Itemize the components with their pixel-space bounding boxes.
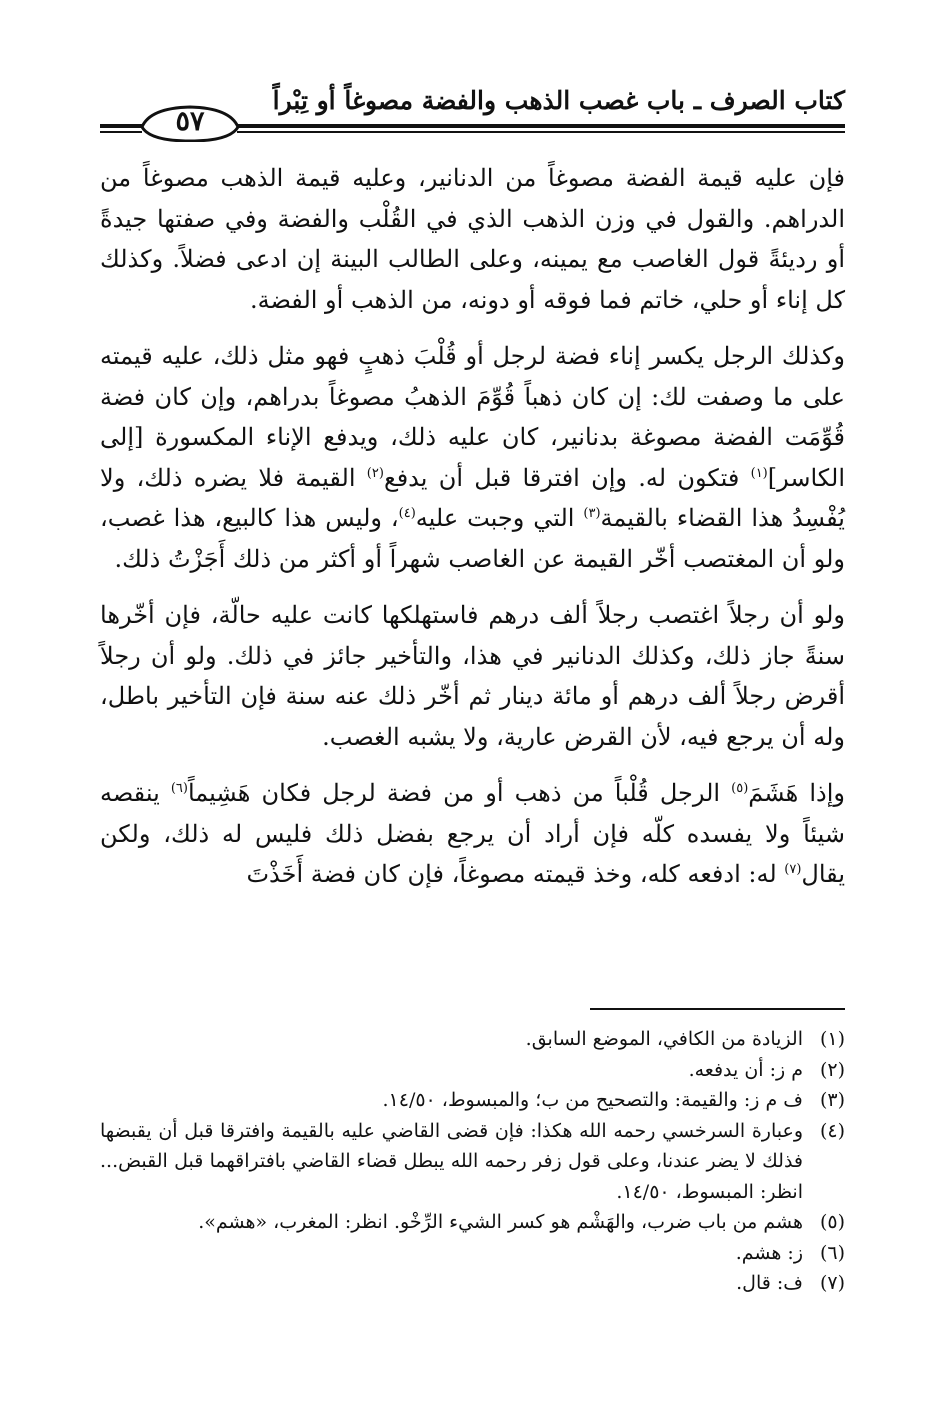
paragraph-4-part-c: ينقصه شيئاً ولا يفسده كلّه فإن أراد أن يرجع بفضل ذلك فليس له ذلك، ولكن يقال: [100, 779, 845, 888]
paragraph-4: [100, 773, 845, 895]
footnote-number: (٥): [819, 1211, 845, 1233]
footnote-ref-7[interactable]: (٧): [784, 862, 802, 877]
footnote-item: [100, 1024, 845, 1055]
page-number: ٥٧: [175, 106, 205, 137]
footnote-item: [100, 1116, 845, 1208]
footnote-text: م ز: أن يدفعه.: [688, 1058, 803, 1081]
footnote-item: [100, 1268, 845, 1299]
footnote-number: (٢): [819, 1058, 845, 1081]
paragraph-2-part-d: التي وجبت عليه: [415, 504, 584, 532]
footnote-ref-3[interactable]: (٣): [583, 506, 601, 521]
paragraph-2-part-c: القيمة فلا يضره ذلك، ولا يُفْسِدُ هذا القضاء بالقيمة: [100, 463, 845, 532]
footnote-ref-4[interactable]: (٤): [398, 506, 416, 521]
footnote-item: [100, 1055, 845, 1086]
paragraph-2-part-e: ، وليس هذا كالبيع، هذا غصب، ولو أن المغتصب أخّر القيمة عن الغاصب شهراً أو أكثر من ذلك أَجَزْتُ ذلك.: [100, 504, 845, 573]
paragraph-2-part-b: فتكون له. وإن افترقا قبل أن يدفع: [383, 463, 751, 492]
footnote-item: [100, 1238, 845, 1269]
footnote-number: (٣): [819, 1089, 845, 1111]
footnote-text: ز: هشم.: [735, 1241, 803, 1264]
footnote-text: ف: قال.: [736, 1272, 803, 1294]
header-rule-left-thick: [100, 124, 142, 128]
footnote-text: ف م ز: والقيمة: والتصحيح من ب؛ والمبسوط، ١٤/٥٠.: [382, 1089, 803, 1111]
page-header: [100, 82, 845, 142]
paragraph-2: [100, 336, 845, 579]
footnote-item: [100, 1085, 845, 1116]
running-title: كتاب الصرف ـ باب غصب الذهب والفضة مصوغاً أو تِبْراً: [272, 86, 845, 115]
footnote-separator: [590, 1008, 845, 1010]
paragraph-4-part-d: له: ادفعه كله، وخذ قيمته مصوغاً، فإن كان فضة أَخَذْتَ: [246, 860, 785, 888]
footnote-text: هشم من باب ضرب، والهَشْم هو كسر الشيء الرِّخْو. انظر: المغرب، «هشم».: [198, 1211, 803, 1233]
header-rule-thin: [237, 131, 845, 133]
footnote-ref-6[interactable]: (٦): [170, 781, 188, 796]
footnote-number: (٦): [819, 1241, 845, 1264]
paragraph-3: ولو أن رجلاً اغتصب رجلاً ألف درهم فاستهلكها كانت عليه حالّة، فإن أخّرها سنةً جاز ذلك، وكذلك الدنانير في هذا، والتأخير جائز في ذلك. ولو أن رجلاً أقرض رجلاً ألف درهم أو مائة دينار ثم أخّر ذلك عنه سنة فإن التأخير باطل، وله أن يرجع فيه، لأن القرض عارية، ولا يشبه الغصب.: [100, 601, 845, 751]
paragraph-2-part-a: وكذلك الرجل يكسر إناء فضة لرجل أو قُلْبَ ذهبٍ فهو مثل ذلك، عليه قيمته على ما وصفت لك: إن كان ذهباً قُوِّمَ الذهبُ مصوغاً بدراهم، وإن كان فضة قُوِّمَت الفضة مصوغة بدنانير، كان عليه ذلك، ويدفع الإناء المكسورة [إلى الكاسر]: [100, 342, 846, 492]
paragraph-1: فإن عليه قيمة الفضة مصوغاً من الدنانير، وعليه قيمة الذهب مصوغاً من الدراهم. والقول في وزن الذهب الذي في القُلْب والفضة وفي صفتها جيدةً أو رديئةً قول الغاصب مع يمينه، وعلى الطالب البينة إن ادعى فضلاً. وكذلك كل إناء أو حلي، خاتم فما فوقه أو دونه، من الذهب أو الفضة.: [100, 164, 845, 314]
footnote-number: (٤): [819, 1119, 845, 1142]
footnote-text: وعبارة السرخسي رحمه الله هكذا: فإن قضى القاضي عليه بالقيمة وافترقا قبل أن يقبضها فذلك لا يضر عندنا، وعلى قول زفر رحمه الله يبطل قضاء القاضي بافتراقهما قبل القبض... انظر: المبسوط، ١٤/٥٠.: [100, 1119, 803, 1203]
main-text: [100, 158, 845, 895]
header-rule-left-thin: [100, 131, 142, 133]
footnotes: [100, 1024, 845, 1299]
paragraph-4-part-a: وإذا هَشَمَ: [748, 779, 846, 807]
footnote-text: الزيادة من الكافي، الموضع السابق.: [525, 1028, 803, 1050]
paragraph-4-part-b: الرجل قُلْباً من ذهب أو من فضة لرجل فكان هَشِيماً: [187, 779, 732, 807]
footnote-number: (١): [819, 1028, 845, 1050]
footnote-ref-1[interactable]: (١): [750, 465, 768, 481]
footnote-ref-2[interactable]: (٢): [366, 465, 384, 481]
footnote-number: (٧): [819, 1272, 845, 1294]
footnote-ref-5[interactable]: (٥): [731, 781, 749, 796]
footnote-item: [100, 1207, 845, 1238]
header-rule-thick: [237, 124, 845, 128]
